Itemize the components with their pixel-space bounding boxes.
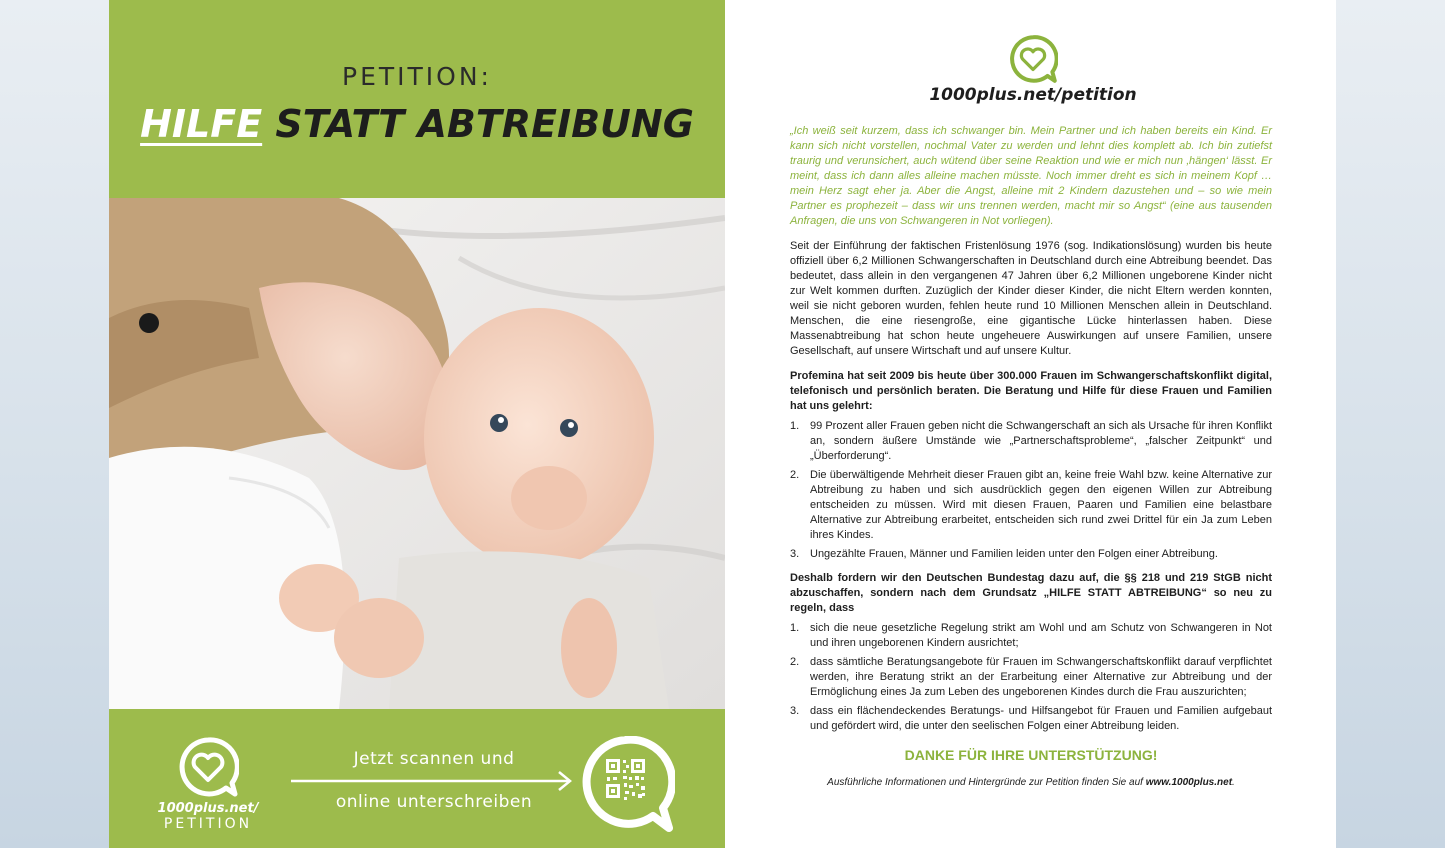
qr-code-icon — [579, 736, 675, 834]
list-item: 3. dass ein flächendeckendes Beratungs- und Hilfsangebot für Frauen und Familien aufgebaut und gefördert wird, die unter den seelischen Folgen einer Abtreibung leiden. — [790, 705, 1272, 732]
list-item: 1. 99 Prozent aller Frauen geben nicht die Schwangerschaft an sich als Ursache für ihren Konflikt an, sondern äußere Umstände wie „Partnerschaftsprobleme“, „falscher Zeitpunkt“ und „Überforderung“. — [790, 420, 1272, 462]
list-item: 2. Die überwältigende Mehrheit dieser Frauen gibt an, keine freie Wahl bzw. keine Alternative zur Abtreibung zu haben und sich ausdrücklich gegen den eigenen Willen zur Abtreibung entscheiden zu müssen. Wird mit diesen Frauen, Paaren und Familien eine belastbare Alternative zur Abtreibung erarbeitet, entscheiden sich rund zwei Drittel für ein Ja zum Leben ihres Kindes. — [790, 469, 1272, 541]
list-item: 3. Ungezählte Frauen, Männer und Familien leiden unter den Folgen einer Abtreibung. — [790, 548, 1218, 560]
headline-highlight: HILFE — [140, 102, 263, 146]
petition-text — [790, 124, 1272, 790]
qr-code-bubble[interactable] — [579, 736, 675, 839]
findings-list — [790, 419, 1272, 562]
quote-paragraph: „Ich weiß seit kurzem, dass ich schwanger bin. Mein Partner und ich haben bereits ein Kind. Er kann sich nicht vorstellen, nochmal Vater zu werden und lehnt dies komplett ab. Ich bin zutiefst traurig und verunsichert, auch wütend über seine Reaktion und wie er mich nun ‚hängen‘ lässt. Er meint, dass ich dann alles alleine machen müsste. Noch immer dreht es sich in meinem Kopf … mein Herz sagt eher ja. Aber die Angst, alleine mit 2 Kindern dazustehen und – so wie mein Partner es prophezeit – dass wir uns trennen werden, macht mir so Angst“ (eine aus tausenden Anfragen, die uns von Schwangeren in Not vorliegen). — [790, 125, 1272, 227]
headline — [109, 102, 725, 146]
thanks-heading: DANKE FÜR IHRE UNTERSTÜTZUNG! — [904, 747, 1158, 763]
list-item: 1. sich die neue gesetzliche Regelung strikt am Wohl und am Schutz von Schwangeren in Not und ihren ungeborenen Kindern ausrichtet; — [790, 622, 1272, 649]
heart-bubble-icon — [177, 736, 239, 798]
headline-rest: STATT ABTREIBUNG — [275, 102, 694, 146]
logo-block — [153, 736, 263, 832]
scan-line-1: Jetzt scannen und — [353, 749, 515, 769]
logo-petition: PETITION — [163, 816, 253, 832]
demand-paragraph: Deshalb fordern wir den Deutschen Bundestag dazu auf, die §§ 218 und 219 StGB nicht abzuschaffen, sondern nach dem Grundsatz „HILFE STATT ABTREIBUNG“ so neu zu regeln, dass — [790, 572, 1272, 614]
flyer-front — [109, 0, 725, 848]
footer-note: Ausführliche Informationen und Hintergründe zur Petition finden Sie auf www.1000plus.net. — [827, 777, 1235, 788]
mother-baby-photo — [109, 198, 725, 709]
petition-url[interactable]: 1000plus.net/petition — [929, 85, 1137, 105]
kicker: PETITION: — [342, 62, 492, 91]
flyer-back — [725, 0, 1336, 848]
scan-line-2: online unterschreiben — [335, 792, 533, 812]
intro-paragraph: Seit der Einführung der faktischen Fristenlösung 1976 (sog. Indikationslösung) wurden bis heute offiziell über 6,2 Millionen Schwangerschaften in Deutschland durch eine Abtreibung beendet. Das bedeutet, dass allein in den vergangenen 47 Jahren über 6,2 Millionen ungeborene Kinder nicht zur Welt kommen durften. Zuzüglich der Kinder dieser Kinder, die nicht Eltern werden konnten, weil sie nicht geboren wurden, fehlen heute rund 10 Millionen Menschen allein in Deutschland. Menschen, die eine riesengroße, eine gigantische Lücke hinterlassen haben. Diese Massenabtreibung hat schon heute ungeheuere Auswirkungen auf unsere Familien, unsere Gesellschaft, auf unsere Wirtschaft und auf unsere Kultur. — [790, 240, 1272, 357]
arrow-right-icon — [289, 770, 579, 792]
footer-link[interactable]: www.1000plus.net — [1145, 777, 1233, 788]
demands-list — [790, 621, 1272, 734]
profemina-paragraph: Profemina hat seit 2009 bis heute über 300.000 Frauen im Schwangerschaftskonflikt digital, telefonisch und persönlich beraten. Die Beratung und Hilfe für diese Frauen und Familien hat uns gelehrt: — [790, 370, 1272, 412]
logo-url: 1000plus.net/ — [157, 801, 259, 816]
list-item: 2. dass sämtliche Beratungsangebote für Frauen im Schwangerschaftskonflikt darauf verpflichtet werden, ihre Beratung strikt an der Erarbeitung einer Alternative zur Abtreibung und der Ermöglichung eines Ja zum Leben des ungeborenen Kindes durch die Frau auszurichten; — [790, 656, 1272, 698]
heart-bubble-icon — [1008, 34, 1058, 84]
